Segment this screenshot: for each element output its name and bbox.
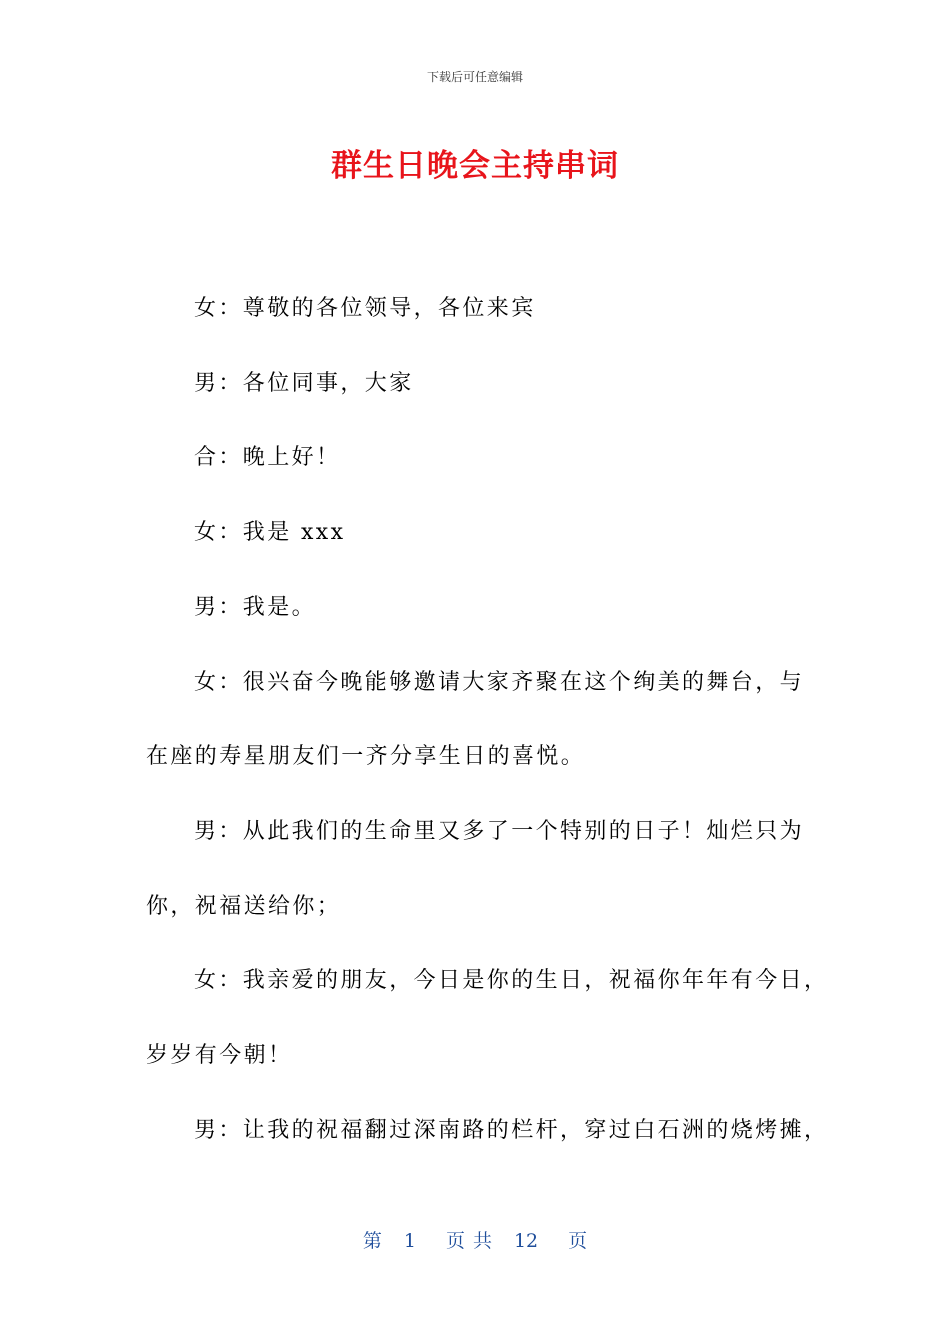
dialogue-line: 男：从此我们的生命里又多了一个特别的日子！灿烂只为	[194, 818, 805, 844]
dialogue-line: 女：我是 xxx	[194, 520, 346, 546]
page-footer	[0, 1226, 950, 1253]
footer-current-page: 1	[403, 1230, 416, 1252]
footer-suffix: 页	[568, 1230, 588, 1252]
document-title: 群生日晚会主持串词	[331, 148, 619, 184]
footer-total-pages: 12	[513, 1230, 539, 1252]
header-note: 下载后可任意编辑	[426, 70, 523, 84]
dialogue-line: 合：晚上好！	[194, 445, 341, 471]
dialogue-line: 女：尊敬的各位领导，各位来宾	[194, 296, 536, 321]
footer-prefix: 第	[362, 1230, 382, 1252]
dialogue-line: 男：各位同事，大家	[194, 370, 414, 396]
dialogue-line-continuation: 你，祝福送给你；	[146, 893, 342, 919]
dialogue-line: 男：我是。	[194, 594, 317, 620]
dialogue-line-continuation: 岁岁有今朝！	[146, 1043, 293, 1069]
dialogue-line: 女：我亲爱的朋友，今日是你的生日，祝福你年年有今日，	[194, 968, 829, 994]
document-body	[146, 272, 829, 1168]
dialogue-line: 男：让我的祝福翻过深南路的栏杆，穿过白石洲的烧烤摊，	[194, 1117, 829, 1143]
dialogue-line: 女：很兴奋今晚能够邀请大家齐聚在这个绚美的舞台，与	[194, 669, 805, 695]
footer-page-word: 页	[445, 1230, 465, 1252]
dialogue-line-continuation: 在座的寿星朋友们一齐分享生日的喜悦。	[146, 744, 586, 770]
footer-total-label: 共	[472, 1230, 492, 1252]
